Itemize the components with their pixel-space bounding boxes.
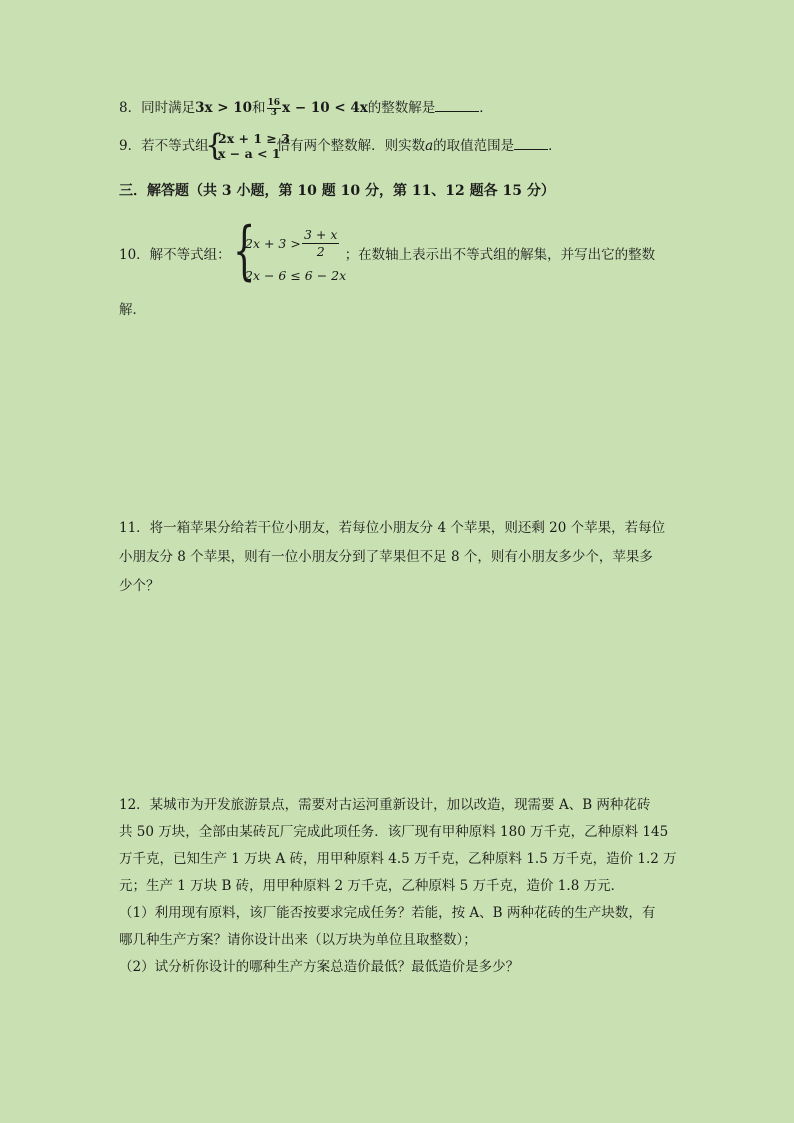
q10-prefix: 10．解不等式组： [119,247,231,263]
q12-line-5: （1）利用现有原料，该厂能否按要求完成任务？若能，按 A、B 两种花砖的生产块数，有 [119,905,656,921]
q10-inequality-system [233,214,347,288]
q8-prefix: 8．同时满足 [119,100,196,116]
q10-frac-num: 3 + x [304,227,338,242]
section-3-heading: 三．解答题（共 3 小题，第 10 题 10 分，第 11、12 题各 15 分） [119,183,555,199]
q11-line-1: 11．将一箱苹果分给若干位小朋友，若每位小朋友分 4 个苹果，则还剩 20 个苹果，若每位 [119,520,666,536]
q9-var: a [425,138,434,154]
q9-prefix: 9．若不等式组 [119,138,209,154]
q10-row1-fraction [302,227,339,260]
q9-mid: 恰有两个整数解．则实数 [276,138,426,154]
q12-line-6: 哪几种生产方案？请你设计出来（以万块为单位且取整数）； [119,932,477,948]
q8-answer-blank[interactable] [435,99,479,112]
q8-suffix: 的整数解是 [367,100,436,116]
q10-suffix: ；在数轴上表示出不等式组的解集，并写出它的整数 [344,247,656,263]
q9-brace: { [205,128,225,163]
q10-row1-left: 2x + 3 > [245,236,301,251]
q8-fraction [267,99,282,118]
question-8 [119,98,493,118]
q11-line-2: 小朋友分 8 个苹果，则有一位小朋友分到了苹果但不足 8 个，则有小朋友多少个，苹果多 [119,549,653,565]
q12-line-3: 万千克，已知生产 1 万块 A 砖，用甲种原料 4.5 万千克，乙种原料 1.5 万千克，造价 1.2 万 [119,851,677,867]
q8-expr1: 3x > 10 [195,100,253,116]
q10-tail: 解． [119,302,146,318]
q9-answer-blank[interactable] [514,137,548,150]
q8-frac-den: 3 [270,108,277,118]
q9-row2: x − a < 1 [218,146,281,161]
q11-line-3: 少个？ [119,578,160,594]
q12-line-4: 元；生产 1 万块 B 砖，用甲种原料 2 万千克，乙种原料 5 万千克，造价 1.8 万元． [119,878,625,894]
q9-inequality-system [205,128,290,164]
q8-end: ． [479,100,493,116]
q9-suffix: 的取值范围是 [433,138,515,154]
question-9 [119,136,562,156]
q9-row1: 2x + 1 ≥ 3 [218,131,290,146]
q8-expr2: x − 10 < 4x [282,100,368,116]
q9-end: ． [548,138,562,154]
question-10 [119,245,655,265]
q10-row2: 2x − 6 ≤ 6 − 2x [245,268,347,283]
q10-brace: { [233,214,256,288]
q12-line-2: 共 50 万块，全部由某砖瓦厂完成此项任务．该厂现有甲种原料 180 万千克，乙种原料 145 [119,824,669,840]
q12-line-7: （2）试分析你设计的哪种生产方案总造价最低？最低造价是多少？ [119,959,520,975]
q10-frac-den: 2 [316,244,325,259]
q8-mid: 和 [252,100,266,116]
q12-line-1: 12．某城市为开发旅游景点，需要对古运河重新设计，加以改造，现需要 A、B 两种花砖 [119,797,651,813]
q8-frac-num: 16 [267,98,281,108]
